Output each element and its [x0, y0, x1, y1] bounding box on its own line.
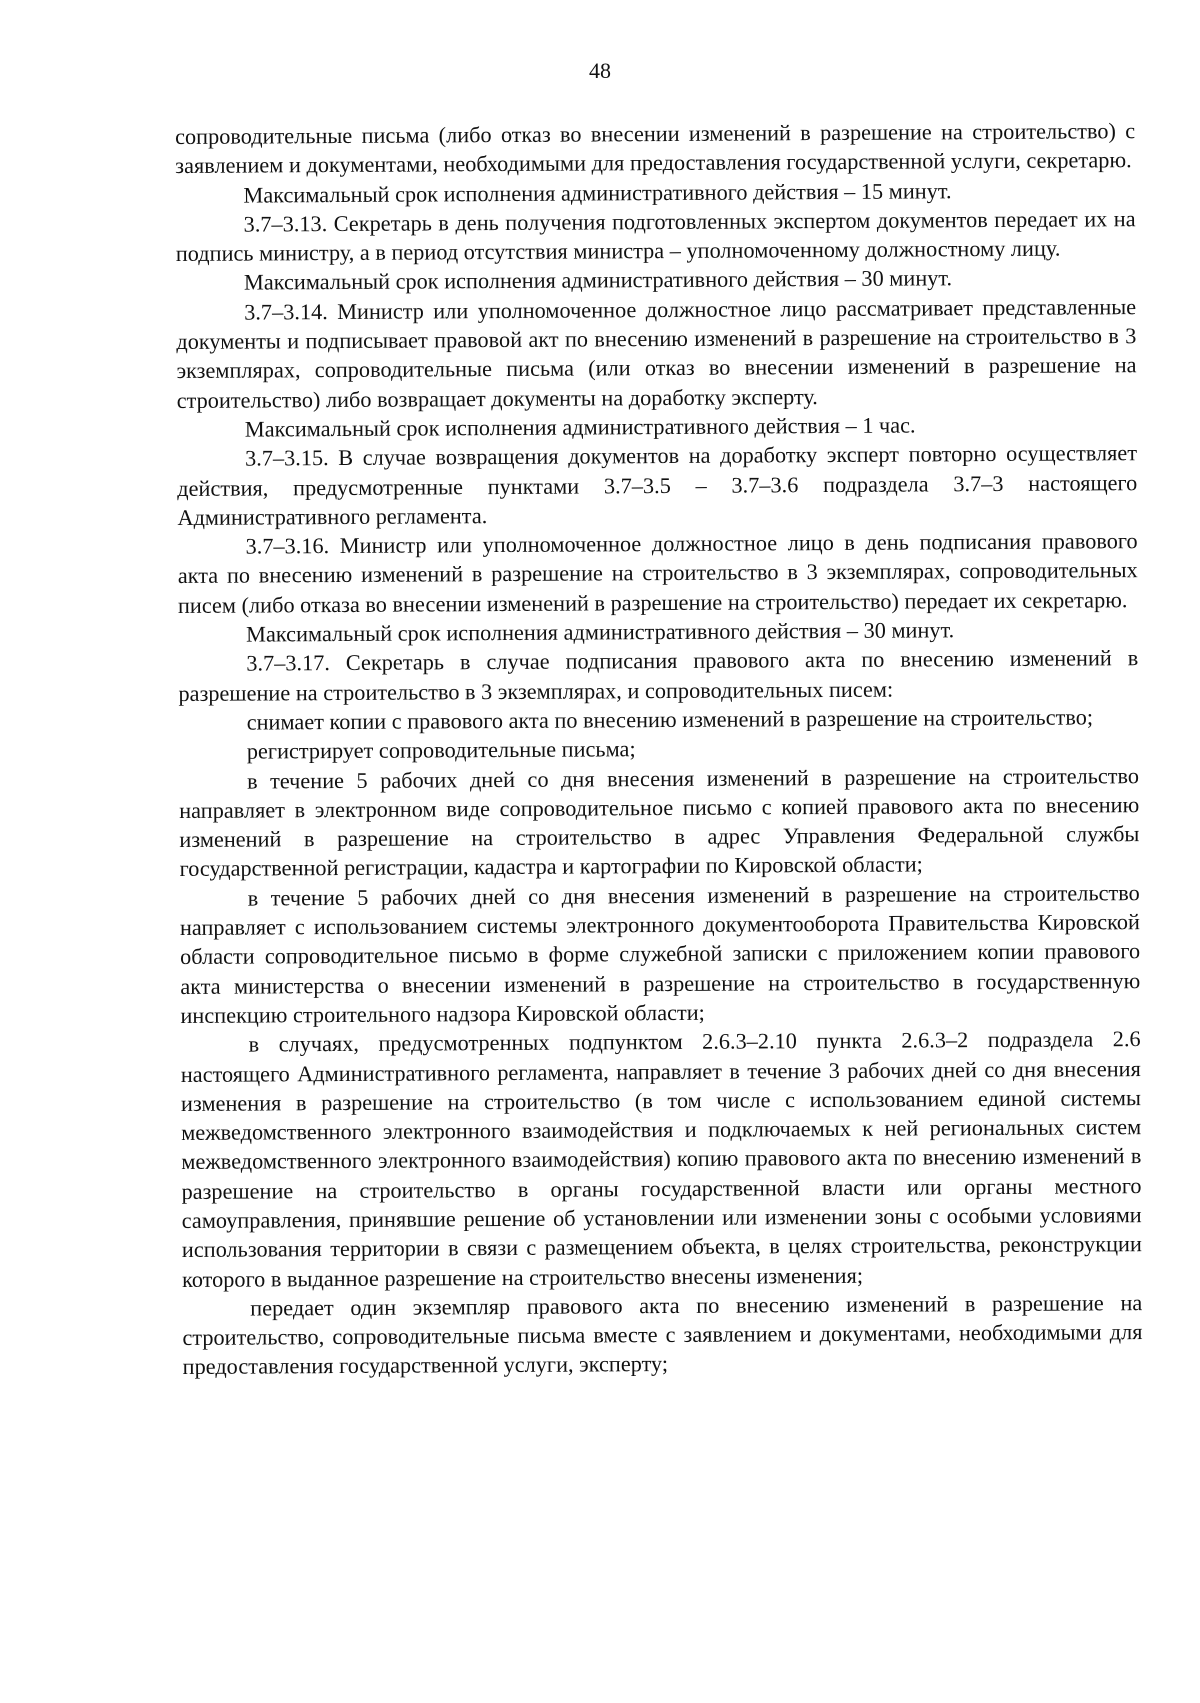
document-body — [175, 116, 1143, 1382]
paragraph: в течение 5 рабочих дней со дня внесения изменений в разрешение на строительство направляет в электронном виде сопроводительное письмо с копией правового акта по внесению изменений в разрешение на строительство в адрес Управления Федеральной службы государственной регистрации, кадастра и картографии по Кировской области; — [179, 762, 1140, 882]
paragraph: снимает копии с правового акта по внесению изменений в разрешение на строительство; — [246, 704, 1094, 735]
paragraph: в случаях, предусмотренных подпунктом 2.6.3–2.10 пункта 2.6.3–2 подраздела 2.6 настоящего Административного регламента, направляет в течение 3 рабочих дней со дня внесения изменения в разрешение на строительство (в том числе с использованием единой системы межведомственного электронного взаимодействия и подключаемых к ней региональных систем межведомственного электронного взаимодействия) копию правового акта по внесению изменений в разрешение на строительство в органы государственной власти или органы местного самоуправления, принявшие решение об установлении или изменении зоны с особыми условиями использования территории в связи с размещением объекта, в целях строительства, реконструкции которого в выданное разрешение на строительство внесены изменения; — [180, 1026, 1142, 1292]
paragraph: сопроводительные письма (либо отказ во внесении изменений в разрешение на строительство) с заявлением и документами, необходимыми для предоставления государственной услуги, секретарю. — [175, 118, 1136, 179]
page-number: 48 — [589, 58, 611, 83]
paragraph: Максимальный срок исполнения административного действия – 15 минут. — [243, 177, 952, 208]
paragraph: 3.7–3.14. Министр или уполномоченное должностное лицо рассматривает представленные документы и подписывает правовой акт по внесению изменений в разрешение на строительство в 3 экземплярах, сопроводительные письма (или отказ во внесении изменений в разрешение на строительство) либо возвращает документы на доработку эксперту. — [176, 293, 1137, 413]
paragraph: 3.7–3.17. Секретарь в случае подписания правового акта по внесению изменений в разрешение на строительство в 3 экземплярах, и сопроводительных писем: — [178, 645, 1139, 706]
paragraph: в течение 5 рабочих дней со дня внесения изменений в разрешение на строительство направляет с использованием системы электронного документооборота Правительства Кировской области сопроводительное письмо в форме служебной записки с приложением копии правового акта министерства о внесении изменений в разрешение на строительство в государственную инспекцию строительного надзора Кировской области; — [179, 879, 1141, 1028]
paragraph: 3.7–3.13. Секретарь в день получения подготовленных экспертом документов передает их на подпись министру, а в период отсутствия министра – уполномоченному должностному лицу. — [175, 206, 1136, 267]
paragraph: Максимальный срок исполнения административного действия – 30 минут. — [243, 265, 953, 296]
paragraph: передает один экземпляр правового акта по внесению изменений в разрешение на строительство, сопроводительные письма вместе с заявлением и документами, необходимыми для предоставления государственной услуги, эксперту; — [182, 1289, 1143, 1380]
paragraph: регистрирует сопроводительные письма; — [246, 736, 636, 764]
paragraph: 3.7–3.16. Министр или уполномоченное должностное лицо в день подписания правового акта по внесению изменений в разрешение на строительство в 3 экземплярах, сопроводительных писем (либо отказа во внесении изменений в разрешение на строительство) передает их секретарю. — [177, 528, 1138, 618]
paragraph: Максимальный срок исполнения административного действия – 30 минут. — [246, 617, 955, 647]
paragraph: 3.7–3.15. В случае возвращения документов на доработку эксперт повторно осуществляет действия, предусмотренные пунктами 3.7–3.5 – 3.7–3.6 подраздела 3.7–3 настоящего Административного регламента. — [177, 440, 1138, 530]
paragraph: Максимальный срок исполнения административного действия – 1 час. — [244, 412, 916, 442]
